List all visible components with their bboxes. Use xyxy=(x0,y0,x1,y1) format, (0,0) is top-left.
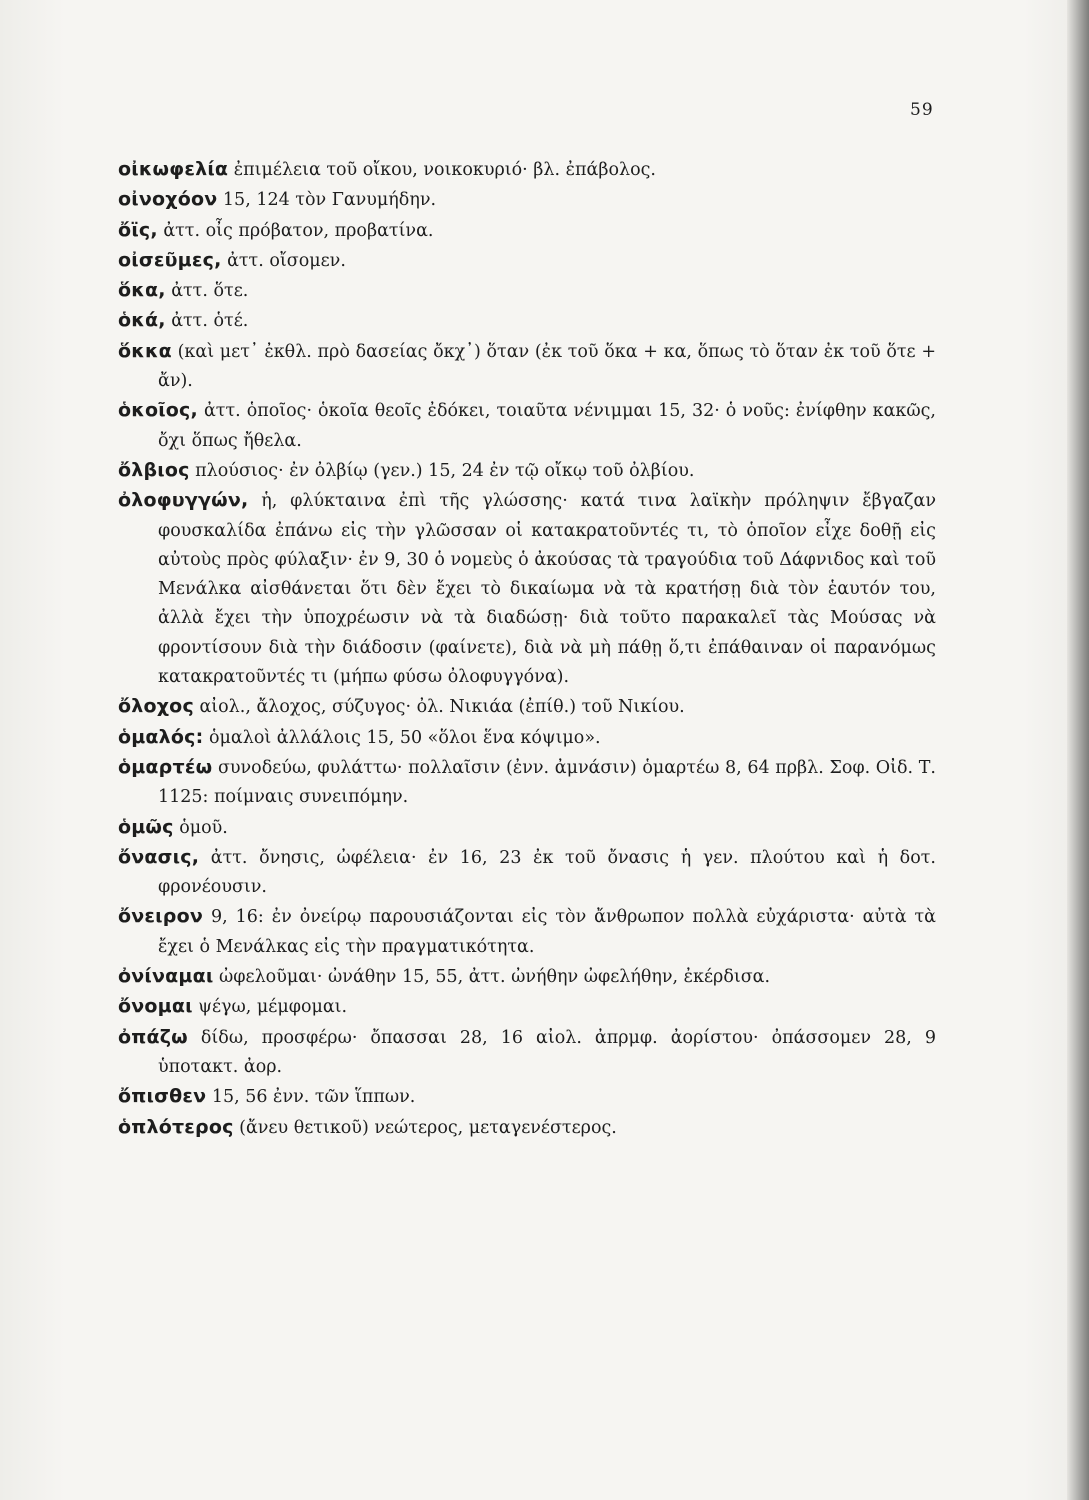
entry-lemma: ὅκκα xyxy=(118,339,172,362)
entry-definition: αἰολ., ἄλοχος, σύζυγος· ὀλ. Νικιάα (ἐπίθ.) τοῦ Νικίου. xyxy=(193,697,685,718)
glossary-entry xyxy=(118,337,936,397)
entry-lemma: ὁμαρτέω xyxy=(118,755,213,778)
entry-lemma: ὀπάζω xyxy=(118,1025,188,1048)
glossary-entry xyxy=(118,692,936,722)
entry-definition: ἡ, φλύκταινα ἐπὶ τῆς γλώσσης· κατά τινα λαϊκὴν πρόληψιν ἔβγαζαν φουσκαλίδα ἐπάνω εἰς τὴν γλῶσσαν οἱ κατακρατοῦντές τι, τὸ ὁποῖον εἶχε δοθῇ εἰς αὐτοὺς πρὸς φύλαξιν· ἐν 9, 30 ὁ νομεὺς ὁ ἀκούσας τὰ τραγούδια τοῦ Δάφνιδος καὶ τοῦ Μενάλκα αἰσθάνεται ὅτι δὲν ἔχει τὸ δικαίωμα νὰ τὰ κρατήσῃ διὰ τὸν ἑαυτόν του, ἀλλὰ ἔχει τὴν ὑποχρέωσιν νὰ τὰ διαδώσῃ· διὰ τοῦτο παρακαλεῖ τὰς Μούσας νὰ φροντίσουν διὰ τὴν διάδοσιν (φαίνετε), διὰ νὰ μὴ πάθῃ ὅ,τι ἐπάθαιναν οἱ παρανόμως κατακρατοῦντές τι (μήπω φύσω ὀλοφυγγόνα). xyxy=(158,491,936,688)
glossary-entry xyxy=(118,1113,936,1143)
entry-definition: (καὶ μετ᾽ ἐκθλ. πρὸ δασείας ὄκχ᾽) ὅταν (ἐκ τοῦ ὅκα + κα, ὅπως τὸ ὅταν ἐκ τοῦ ὅτε + ἄν). xyxy=(158,341,936,392)
entry-definition: συνοδεύω, φυλάττω· πολλαῖσιν (ἐνν. ἀμνάσιν) ὁμαρτέω 8, 64 πρβλ. Σοφ. Οἰδ. Τ. 1125: ποίμναις συνειπόμην. xyxy=(158,757,936,808)
glossary-entry xyxy=(118,753,936,813)
glossary-entry xyxy=(118,486,936,692)
glossary-entry xyxy=(118,396,936,456)
entry-lemma: ὄϊς, xyxy=(118,218,158,241)
entry-definition: ὁμοῦ. xyxy=(173,817,228,838)
entry-definition: ἀττ. οἶς πρόβατον, προβατίνα. xyxy=(157,220,434,241)
glossary-entry xyxy=(118,723,936,753)
entry-lemma: ὅκα, xyxy=(118,279,166,302)
glossary-entry xyxy=(118,1082,936,1112)
entry-lemma: ὁμαλός: xyxy=(118,725,204,748)
entry-definition: 9, 16: ἐν ὀνείρῳ παρουσιάζονται εἰς τὸν ἄνθρωπον πολλὰ εὐχάριστα· αὐτὰ τὰ ἔχει ὁ Μενάλκας εἰς τὴν πραγματικότητα. xyxy=(158,907,936,957)
entry-lemma: ὄνομαι xyxy=(118,995,193,1018)
entry-lemma: οἰκωφελία xyxy=(118,158,229,180)
entry-lemma: ὁκοῖος, xyxy=(118,399,198,422)
entry-lemma: ὀνίναμαι xyxy=(118,965,214,988)
glossary-entry xyxy=(118,456,936,486)
entry-lemma: ὁπλότερος xyxy=(118,1115,234,1138)
entry-lemma: ὁμῶς xyxy=(118,815,174,838)
entry-definition: ἐπιμέλεια τοῦ οἴκου, νοικοκυριό· βλ. ἐπάβολος. xyxy=(228,160,656,180)
glossary-entry xyxy=(118,992,936,1022)
entry-lemma: οἰσεῦμες, xyxy=(118,248,222,271)
entry-definition: ἀττ. οἴσομεν. xyxy=(221,250,346,271)
entry-lemma: ὄλβιος xyxy=(118,458,190,481)
entry-definition: δίδω, προσφέρω· ὄπασσαι 28, 16 αἰολ. ἀπρμφ. ἀορίστου· ὀπάσσομεν 28, 9 ὑποτακτ. ἀορ. xyxy=(158,1027,936,1077)
glossary-entry xyxy=(118,276,936,306)
glossary-entry xyxy=(118,843,936,903)
entry-lemma: οἰνοχόον xyxy=(118,188,218,211)
entry-definition: πλούσιος· ἐν ὀλβίῳ (γεν.) 15, 24 ἐν τῷ οἴκῳ τοῦ ὀλβίου. xyxy=(189,460,695,481)
glossary-entry xyxy=(118,1023,936,1083)
entry-lemma: ὀλοφυγγών, xyxy=(118,489,249,512)
glossary-entry xyxy=(118,155,936,185)
glossary-entries xyxy=(118,155,936,1143)
entry-definition: 15, 56 ἐνν. τῶν ἵππων. xyxy=(206,1087,416,1108)
entry-definition: ψέγω, μέμφομαι. xyxy=(192,997,348,1018)
entry-lemma: ὁκά, xyxy=(118,309,166,332)
entry-lemma: ὄπισθεν xyxy=(118,1085,207,1108)
glossary-entry xyxy=(118,246,936,276)
entry-definition: (ἄνευ θετικοῦ) νεώτερος, μεταγενέστερος. xyxy=(233,1117,617,1138)
entry-definition: ἀττ. ὁποῖος· ὁκοῖα θεοῖς ἐδόκει, τοιαῦτα νένιμμαι 15, 32· ὁ νοῦς: ἐνίφθην κακῶς, ὄχι ὅπως ἤθελα. xyxy=(158,401,936,451)
glossary-entry xyxy=(118,185,936,215)
entry-definition: ἀττ. ὁτέ. xyxy=(165,311,249,332)
entry-definition: 15, 124 τὸν Γανυμήδην. xyxy=(217,190,437,211)
glossary-entry xyxy=(118,962,936,992)
glossary-entry xyxy=(118,216,936,246)
entry-definition: ἀττ. ὄνησις, ὠφέλεια· ἐν 16, 23 ἐκ τοῦ ὄνασις ἡ γεν. πλούτου καὶ ἡ δοτ. φρονέουσιν. xyxy=(158,847,936,898)
entry-definition: ὠφελοῦμαι· ὠνάθην 15, 55, ἀττ. ὠνήθην ὠφελήθην, ἐκέρδισα. xyxy=(213,967,771,988)
entry-definition: ἀττ. ὅτε. xyxy=(165,281,249,302)
entry-lemma: ὄλοχος xyxy=(118,695,194,718)
entry-lemma: ὄνειρον xyxy=(118,905,203,928)
glossary-entry xyxy=(118,813,936,843)
glossary-entry xyxy=(118,902,936,962)
entry-definition: ὁμαλοὶ ἀλλάλοις 15, 50 «ὅλοι ἕνα κόψιμο». xyxy=(203,727,601,748)
page-number: 59 xyxy=(910,100,934,120)
entry-lemma: ὄνασις, xyxy=(118,845,200,868)
page-edge-shadow xyxy=(1067,0,1089,1500)
glossary-entry xyxy=(118,306,936,336)
